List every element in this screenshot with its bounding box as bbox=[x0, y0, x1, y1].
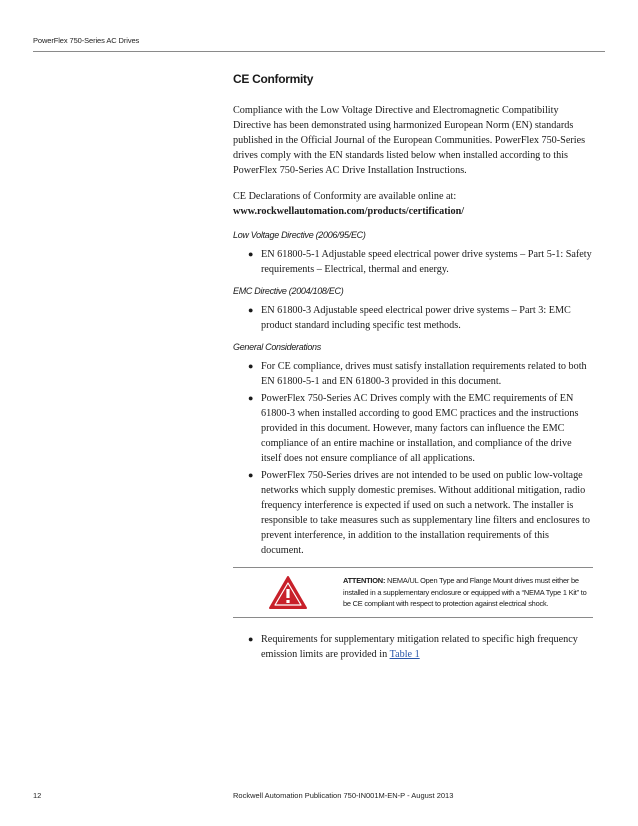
certification-url: www.rockwellautomation.com/products/certification/ bbox=[233, 206, 465, 217]
list-item-text: PowerFlex 750-Series AC Drives comply with the EMC requirements of EN 61800-3 when installed according to good EMC practices and the instructions provided in this document. However, many factors can influence the EMC compliance of an entire machine or installation, and compliance of the drive itself does not ensure compliance of all applications. bbox=[261, 393, 579, 464]
low-voltage-heading: Low Voltage Directive (2006/95/EC) bbox=[233, 230, 366, 240]
general-considerations-heading: General Considerations bbox=[233, 342, 321, 352]
list-item bbox=[233, 303, 593, 333]
warning-triangle-icon bbox=[233, 575, 343, 610]
bullet-icon: ● bbox=[248, 249, 254, 259]
attention-body: NEMA/UL Open Type and Flange Mount drives must either be installed in a supplementary enclosure or equipped with a “NEMA Type 1 Kit” to be CE compliant with respect to protection against electrical shock. bbox=[343, 576, 587, 609]
bullet-icon: ● bbox=[248, 305, 254, 315]
general-list-continued bbox=[233, 632, 593, 662]
attention-box bbox=[233, 567, 593, 618]
list-item-text: EN 61800-5-1 Adjustable speed electrical power drive systems – Part 5-1: Safety requirements – Electrical, thermal and energy. bbox=[261, 249, 592, 275]
list-item-text: Requirements for supplementary mitigation related to specific high frequency emission limits are provided in bbox=[261, 634, 578, 660]
table-1-link[interactable]: Table 1 bbox=[389, 649, 420, 660]
list-item bbox=[233, 391, 593, 466]
main-content bbox=[233, 72, 593, 671]
list-item-text: For CE compliance, drives must satisfy installation requirements related to both EN 61800-5-1 and EN 61800-3 provided in this document. bbox=[261, 361, 587, 387]
list-item bbox=[233, 632, 593, 662]
header-rule bbox=[33, 51, 605, 52]
bullet-icon: ● bbox=[248, 470, 254, 480]
section-title: CE Conformity bbox=[233, 72, 314, 86]
page-number: 12 bbox=[33, 791, 42, 800]
list-item-text: PowerFlex 750-Series drives are not intended to be used on public low-voltage networks which supply domestic premises. Without additional mitigation, radio frequency interference is expected if used on such a network. The installer is responsible to take measures such as supplementary line filters and enclosures to prevent interference, in addition to the installation requirements of this document. bbox=[261, 470, 591, 556]
low-voltage-list bbox=[233, 247, 593, 277]
declarations-paragraph bbox=[233, 189, 593, 219]
intro-paragraph: Compliance with the Low Voltage Directive and Electromagnetic Compatibility Directive has been demonstrated using harmonized European Norm (EN) standards published in the Official Journal of the European Communities. PowerFlex 750-Series drives comply with the EN standards listed below when installed according to this PowerFlex 750-Series AC Drive Installation Instructions. bbox=[233, 105, 586, 176]
emc-list bbox=[233, 303, 593, 333]
bullet-icon: ● bbox=[248, 361, 254, 371]
declarations-text: CE Declarations of Conformity are available online at: bbox=[233, 191, 457, 202]
list-item bbox=[233, 359, 593, 389]
publication-footer: Rockwell Automation Publication 750-IN001M-EN-P - August 2013 bbox=[233, 791, 454, 800]
running-header: PowerFlex 750-Series AC Drives bbox=[33, 36, 140, 45]
general-list bbox=[233, 359, 593, 558]
bullet-icon: ● bbox=[248, 634, 254, 644]
list-item bbox=[233, 247, 593, 277]
emc-heading: EMC Directive (2004/108/EC) bbox=[233, 286, 344, 296]
list-item-text: EN 61800-3 Adjustable speed electrical power drive systems – Part 3: EMC product standard including specific test methods. bbox=[261, 305, 571, 331]
list-item bbox=[233, 468, 593, 558]
attention-text bbox=[343, 575, 588, 610]
attention-label: ATTENTION: bbox=[343, 576, 386, 586]
bullet-icon: ● bbox=[248, 393, 254, 403]
